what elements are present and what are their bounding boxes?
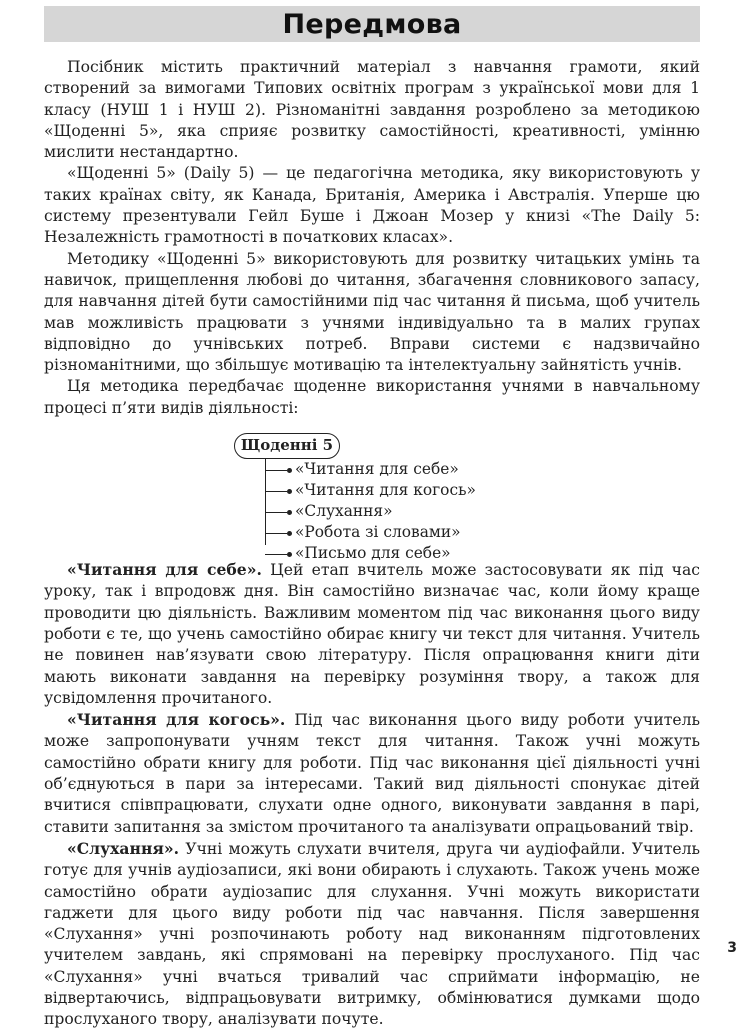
section-lead: «Слухання». — [67, 838, 180, 858]
bullet-icon — [287, 468, 292, 473]
section-reading-others — [44, 709, 700, 838]
scheme-item — [265, 502, 393, 522]
section-text: Учні можуть слухати вчителя, друга чи аудіофайли. Учитель готує для учнів аудіозаписи, які вони обирають і слухають. Також учень може самостійно обрати аудіозапис для слухання. Учні можуть використати гаджети для цього виду роботи під час навчання. Після завершення «Слухання» учні розпочинають роботу над виконанням підготовлених учителем завдань, які спрямовані на перевірку прослуханого. Під час «Слухання» учні вчаться тривалий час сприймати інформацію, не відвертаючись, відпрацьовувати витримку, обмінюватися думками щодо прослуханого твору, аналізувати почуте. — [44, 839, 700, 1029]
bullet-icon — [287, 489, 292, 494]
paragraph-method: Методику «Щоденні 5» використовують для розвитку читацьких умінь та навичок, прищеплення любові до читання, збагачення словникового запасу, для навчання дітей бути самостійними під час читання й письма, щоб учитель мав можливість працювати з учнями індивідуально та в малих групах відповідно до учнівських потреб. Вправи системи є надзвичайно різноманітними, що збільшує мотивацію та інтелектуальну зайнятість учнів. — [44, 249, 700, 375]
section-reading-self — [44, 559, 700, 709]
section-text: Цей етап вчитель може застосовувати як під час уроку, так і впродовж дня. Він самостійно визначає час, коли йому краще проводити цю діяльність. Важливим моментом під час виконання цього виду роботи є те, що учень самостійно обирає книгу чи текст для читання. Учитель не повинен нав’язувати свою літературу. Після опрацювання книги діти мають виконати завдання на перевірку розуміння твору, а також для усвідомлення прочитаного. — [44, 561, 701, 707]
page-title: Передмова — [282, 8, 462, 40]
scheme-item-label: «Читання для когось» — [295, 481, 476, 500]
activities-scheme — [44, 427, 700, 563]
paragraph-intro: Посібник містить практичний матеріал з навчання грамоти, який створений за вимогами Типових освітніх програм з української мови для 1 класу (НУШ 1 і НУШ 2). Різноманітні завдання розроблено за методикою «Щоденні 5», яка сприяє розвитку самостійності, креативності, умінню мислити нестандартно. — [44, 58, 700, 162]
scheme-item — [265, 481, 476, 501]
scheme-root: Щоденні 5 — [234, 433, 340, 459]
section-lead: «Читання для себе». — [67, 560, 262, 580]
body-text — [44, 57, 700, 1031]
scheme-item-label: «Читання для себе» — [295, 460, 459, 479]
scheme-item-label: «Письмо для себе» — [295, 544, 451, 563]
section-text: Під час виконання цього виду роботи учитель може запропонувати учням текст для читання. Також учні можуть самостійно обрати книгу для роботи. Під час виконання цієї діяльності учні об’єднуються в пари за інтересами. Такий вид діяльності спонукає дітей вчитися співпрацювати, слухати одне одного, виконувати завдання в парі, ставити запитання за змістом прочитаного та аналізувати опрацьований твір. — [44, 711, 700, 836]
bullet-icon — [287, 510, 292, 515]
scheme-item-label: «Слухання» — [295, 502, 393, 521]
scheme-item-label: «Робота зі словами» — [295, 523, 461, 542]
paragraph-activities: Ця методика передбачає щоденне використання учнями в навчальному процесі п’яти видів діяльності: — [44, 377, 700, 417]
section-lead: «Читання для когось». — [67, 710, 286, 730]
section-listening — [44, 838, 700, 1031]
scheme-item — [265, 460, 459, 480]
title-bar — [44, 6, 700, 42]
bullet-icon — [287, 552, 292, 557]
scheme-item — [265, 544, 451, 564]
bullet-icon — [287, 531, 292, 536]
scheme-item — [265, 523, 461, 543]
paragraph-daily5: «Щоденні 5» (Daily 5) — це педагогічна методика, яку використовують у таких країнах світу, як Канада, Британія, Америка і Австралія. Уперше цю систему презентували Гейл Буше і Джоан Мозер у книзі «The Daily 5: Незалежність грамотності в початкових класах». — [44, 164, 700, 247]
page-number: 3 — [727, 940, 737, 956]
